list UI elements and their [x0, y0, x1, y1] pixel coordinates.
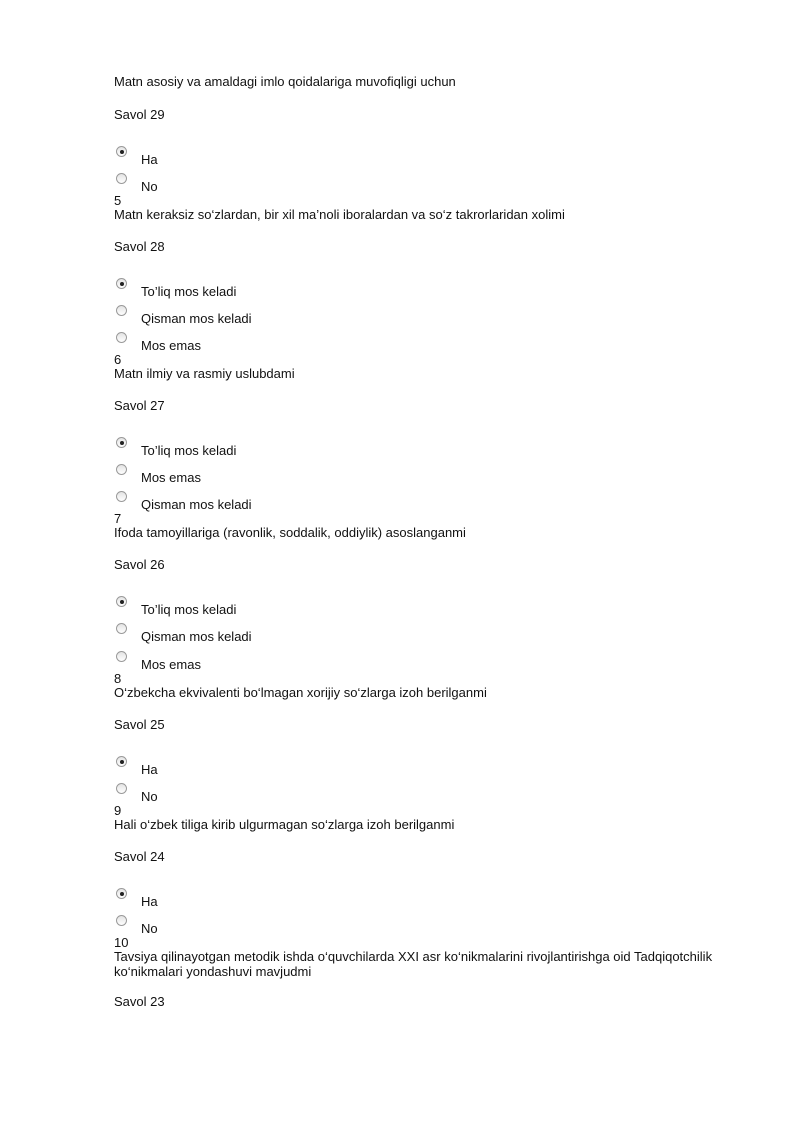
radio-option[interactable]: [114, 651, 414, 679]
option-label: Qisman mos keladi: [141, 311, 252, 326]
question-number-label: Savol 29: [114, 107, 165, 122]
question-number-label: Savol 28: [114, 239, 165, 254]
radio-unselected-icon[interactable]: [116, 491, 127, 502]
radio-selected-icon[interactable]: [116, 888, 127, 899]
radio-selected-icon[interactable]: [116, 146, 127, 157]
question-number-label: Savol 26: [114, 557, 165, 572]
item-number: 5: [114, 193, 122, 208]
item-number: 9: [114, 803, 122, 818]
radio-unselected-icon[interactable]: [116, 332, 127, 343]
question-text: Matn keraksiz so‘zlardan, bir xil ma’noli iboralardan va so‘z takrorlaridan xolimi: [114, 207, 565, 222]
question-text: Matn asosiy va amaldagi imlo qoidalariga muvofiqligi uchun: [114, 74, 456, 89]
radio-option[interactable]: [114, 146, 414, 174]
radio-selected-icon[interactable]: [116, 756, 127, 767]
option-label: Ha: [141, 894, 158, 909]
option-label: No: [141, 789, 158, 804]
radio-option[interactable]: [114, 491, 414, 519]
radio-option[interactable]: [114, 623, 414, 651]
radio-unselected-icon[interactable]: [116, 651, 127, 662]
radio-unselected-icon[interactable]: [116, 915, 127, 926]
question-text: Matn ilmiy va rasmiy uslubdami: [114, 366, 295, 381]
radio-option[interactable]: [114, 437, 414, 465]
radio-option[interactable]: [114, 756, 414, 784]
question-number-label: Savol 24: [114, 849, 165, 864]
item-number: 10: [114, 935, 129, 950]
option-label: Qisman mos keladi: [141, 497, 252, 512]
radio-option[interactable]: [114, 305, 414, 333]
question-text: O‘zbekcha ekvivalenti bo‘lmagan xorijiy so‘zlarga izoh berilganmi: [114, 685, 487, 700]
option-label: Mos emas: [141, 338, 201, 353]
option-label: Mos emas: [141, 657, 201, 672]
option-label: To’liq mos keladi: [141, 443, 237, 458]
question-number-label: Savol 25: [114, 717, 165, 732]
question-text: Ifoda tamoyillariga (ravonlik, soddalik, oddiylik) asoslanganmi: [114, 525, 466, 540]
radio-selected-icon[interactable]: [116, 437, 127, 448]
radio-option[interactable]: [114, 596, 414, 624]
radio-unselected-icon[interactable]: [116, 623, 127, 634]
radio-unselected-icon[interactable]: [116, 783, 127, 794]
question-number-label: Savol 27: [114, 398, 165, 413]
option-label: No: [141, 921, 158, 936]
radio-unselected-icon[interactable]: [116, 305, 127, 316]
radio-option[interactable]: [114, 888, 414, 916]
radio-option[interactable]: [114, 332, 414, 360]
radio-option[interactable]: [114, 915, 414, 943]
option-label: No: [141, 179, 158, 194]
option-label: Ha: [141, 152, 158, 167]
question-text: Hali o‘zbek tiliga kirib ulgurmagan so‘zlarga izoh berilganmi: [114, 817, 455, 832]
radio-selected-icon[interactable]: [116, 596, 127, 607]
item-number: 7: [114, 511, 122, 526]
item-number: 8: [114, 671, 122, 686]
radio-unselected-icon[interactable]: [116, 464, 127, 475]
option-label: Ha: [141, 762, 158, 777]
radio-selected-icon[interactable]: [116, 278, 127, 289]
radio-option[interactable]: [114, 464, 414, 492]
option-label: To’liq mos keladi: [141, 602, 237, 617]
radio-unselected-icon[interactable]: [116, 173, 127, 184]
item-number: 6: [114, 352, 122, 367]
option-label: Qisman mos keladi: [141, 629, 252, 644]
option-label: Mos emas: [141, 470, 201, 485]
radio-option[interactable]: [114, 278, 414, 306]
option-label: To’liq mos keladi: [141, 284, 237, 299]
radio-option[interactable]: [114, 173, 414, 201]
question-number-label: Savol 23: [114, 994, 165, 1009]
question-text: Tavsiya qilinayotgan metodik ishda o‘quvchilarda XXI asr ko‘nikmalarini rivojlantirishga oid Tadqiqotchilik ko‘nikmalari yondashuvi mavjudmi: [114, 949, 713, 979]
radio-option[interactable]: [114, 783, 414, 811]
